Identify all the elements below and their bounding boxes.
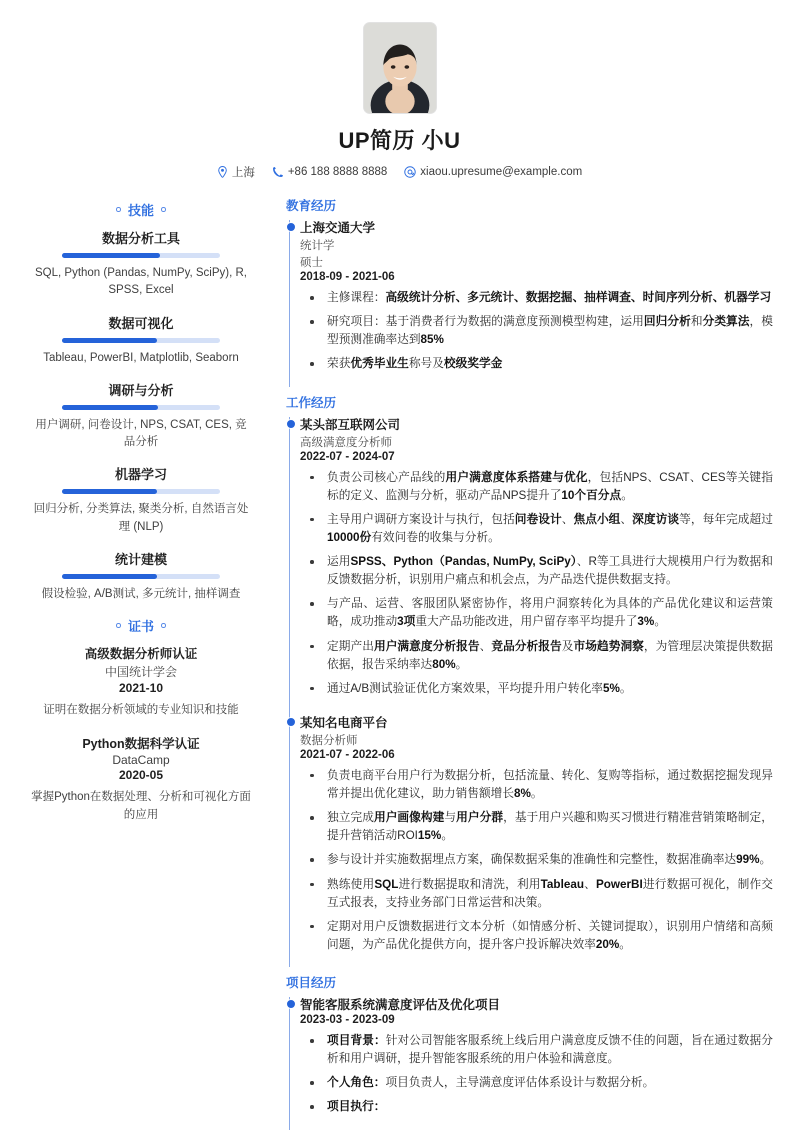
skill-description: 假设检验, A/B测试, 多元统计, 抽样调查 <box>41 587 241 600</box>
entry-title: 上海交通大学 <box>300 221 376 235</box>
skill-description: 用户调研, 问卷设计, NPS, CSAT, CES, 竞品分析 <box>35 418 247 448</box>
contact-email-text: xiaou.upresume@example.com <box>420 166 583 178</box>
contact-email <box>404 166 582 178</box>
entry-title: 某头部互联网公司 <box>300 417 401 432</box>
skill-name: 统计建模 <box>114 551 167 567</box>
cert-org: 中国统计学会 <box>104 665 177 679</box>
phone-icon <box>272 166 284 178</box>
entry-degree: 硕士 <box>300 257 323 269</box>
cert-date: 2021-10 <box>118 681 164 695</box>
decor-circle-icon <box>161 207 166 212</box>
education-section <box>286 196 773 389</box>
skill-item <box>26 313 256 367</box>
location-pin-icon <box>217 166 228 178</box>
projects-heading: 项目经历 <box>286 976 337 990</box>
bullet-item: 负责电商平台用户行为数据分析，包括流量、转化、复购等指标，通过数据挖掘发现异常并提出优化建议，助力销售额增长8%。 <box>300 767 773 803</box>
contact-location <box>217 164 255 180</box>
projects-timeline <box>286 995 773 1132</box>
entry-date: 2023-03 - 2023-09 <box>300 1014 395 1026</box>
timeline-entry <box>300 713 773 969</box>
entry-title: 某知名电商平台 <box>300 715 388 730</box>
skills-section-title <box>26 200 256 219</box>
page-title: UP简历 小U <box>338 128 461 153</box>
bullet-item: 定期对用户反馈数据进行文本分析（如情感分析、关键词提取），识别用户情绪和高频问题，为产品优化提供方向，提升客户投诉解决效率20%。 <box>300 918 773 954</box>
contact-phone <box>272 166 387 178</box>
entry-title: 智能客服系统满意度评估及优化项目 <box>300 998 501 1012</box>
bullet-item: 独立完成用户画像构建与用户分群，基于用户兴趣和购买习惯进行精准营销策略制定，提升营销活动ROI15%。 <box>300 809 773 845</box>
projects-section <box>286 973 773 1132</box>
skill-name: 数据分析工具 <box>101 231 180 246</box>
skill-level-bar <box>62 405 220 410</box>
entry-role: 数据分析师 <box>300 734 358 747</box>
timeline-entry <box>300 415 773 713</box>
skill-level-bar <box>62 489 220 494</box>
cert-item <box>26 734 256 824</box>
skill-description: Tableau, PowerBI, Matplotlib, Seaborn <box>43 351 239 364</box>
entry-bullets <box>300 289 773 374</box>
skill-item <box>26 549 256 603</box>
main-column <box>270 196 773 1136</box>
work-section <box>286 393 773 970</box>
contact-phone-text: +86 188 8888 8888 <box>287 166 388 178</box>
cert-name: 高级数据分析师认证 <box>84 647 198 661</box>
certs-section-title <box>26 616 256 635</box>
skill-description: SQL, Python (Pandas, NumPy, SciPy), R, SPSS, Excel <box>35 267 247 297</box>
skills-list <box>26 228 256 603</box>
cert-item <box>26 644 256 719</box>
skill-description: 回归分析, 分类算法, 聚类分析, 自然语言处理 (NLP) <box>33 503 249 533</box>
bullet-item: 参与设计并实施数据埋点方案，确保数据采集的准确性和完整性，数据准确率达99%。 <box>300 851 773 869</box>
bullet-item: 荣获优秀毕业生称号及校级奖学金 <box>300 355 773 373</box>
skill-level-bar <box>62 253 220 258</box>
contact-location-text: 上海 <box>231 167 255 179</box>
skill-name: 机器学习 <box>114 467 167 483</box>
bullet-item: 项目背景：针对公司智能客服系统上线后用户满意度反馈不佳的问题，旨在通过数据分析和用户调研，提升智能客服系统的用户体验和满意度。 <box>300 1032 773 1068</box>
resume-body <box>26 196 773 1136</box>
timeline-entry <box>300 995 773 1132</box>
education-heading: 教育经历 <box>286 199 337 213</box>
bullet-item: 主导用户调研方案设计与执行，包括问卷设计、焦点小组、深度访谈等，每年完成超过10000份有效问卷的收集与分析。 <box>300 511 773 547</box>
cert-name: Python数据科学认证 <box>82 737 200 752</box>
bullet-item: 负责公司核心产品线的用户满意度体系搭建与优化，包括NPS、CSAT、CES等关键指标的定义、监测与分析，驱动产品NPS提升了10个百分点。 <box>300 469 773 505</box>
bullet-item: 主修课程：高级统计分析、多元统计、数据挖掘、抽样调查、时间序列分析、机器学习 <box>300 289 773 307</box>
cert-description: 掌握Python在数据处理、分析和可视化方面的应用 <box>31 791 251 821</box>
certs-title-text: 证书 <box>127 619 154 634</box>
skill-item <box>26 228 256 300</box>
skill-item <box>26 464 256 536</box>
entry-bullets <box>300 1032 773 1117</box>
bullet-item: 与产品、运营、客服团队紧密协作，将用户洞察转化为具体的产品优化建议和运营策略，成功推动3项重大产品功能改进，用户留存率平均提升了3%。 <box>300 595 773 631</box>
bullet-item: 研究项目：基于消费者行为数据的满意度预测模型构建，运用回归分析和分类算法，模型预测准确率达到85% <box>300 313 773 349</box>
entry-bullets <box>300 767 773 954</box>
skills-title-text: 技能 <box>127 203 154 218</box>
cert-description: 证明在数据分析领域的专业知识和技能 <box>43 704 239 716</box>
timeline-entry <box>300 218 773 389</box>
entry-date: 2021-07 - 2022-06 <box>300 748 395 761</box>
bullet-item: 通过A/B测试验证优化方案效果，平均提升用户转化率5%。 <box>300 680 773 698</box>
decor-circle-icon <box>116 207 121 212</box>
skill-name: 数据可视化 <box>108 315 174 331</box>
work-heading: 工作经历 <box>286 395 337 410</box>
bullet-item: 个人角色：项目负责人，主导满意度评估体系设计与数据分析。 <box>300 1074 773 1092</box>
entry-bullets <box>300 469 773 698</box>
decor-circle-icon <box>161 623 166 628</box>
bullet-item: 定期产出用户满意度分析报告、竞品分析报告及市场趋势洞察，为管理层决策提供数据依据，报告采纳率达80%。 <box>300 638 773 674</box>
work-timeline <box>286 415 773 970</box>
contact-list <box>26 164 773 180</box>
entry-role: 高级满意度分析师 <box>300 436 392 449</box>
entry-date: 2022-07 - 2024-07 <box>300 450 395 463</box>
bullet-item: 运用SPSS、Python（Pandas, NumPy, SciPy）、R等工具进行大规模用户行为数据和反馈数据分析，识别用户痛点和机会点，为产品迭代提供数据支持。 <box>300 553 773 589</box>
decor-circle-icon <box>116 623 121 628</box>
skill-name: 调研与分析 <box>108 382 174 398</box>
portrait-photo <box>363 22 437 114</box>
entry-major: 统计学 <box>300 240 335 252</box>
bullet-item: 项目执行： <box>300 1098 773 1116</box>
entry-date: 2018-09 - 2021-06 <box>300 271 395 283</box>
cert-date: 2020-05 <box>118 768 164 783</box>
skill-item <box>26 380 256 452</box>
email-icon <box>404 166 416 178</box>
sidebar <box>26 196 270 1136</box>
skill-level-bar <box>62 574 220 579</box>
cert-org: DataCamp <box>112 753 170 768</box>
skill-level-bar <box>62 338 220 343</box>
bullet-item: 熟练使用SQL进行数据提取和清洗，利用Tableau、PowerBI进行数据可视化，制作交互式报表，支持业务部门日常运营和决策。 <box>300 876 773 912</box>
resume-header <box>26 18 773 180</box>
certs-list <box>26 644 256 824</box>
education-timeline <box>286 218 773 389</box>
